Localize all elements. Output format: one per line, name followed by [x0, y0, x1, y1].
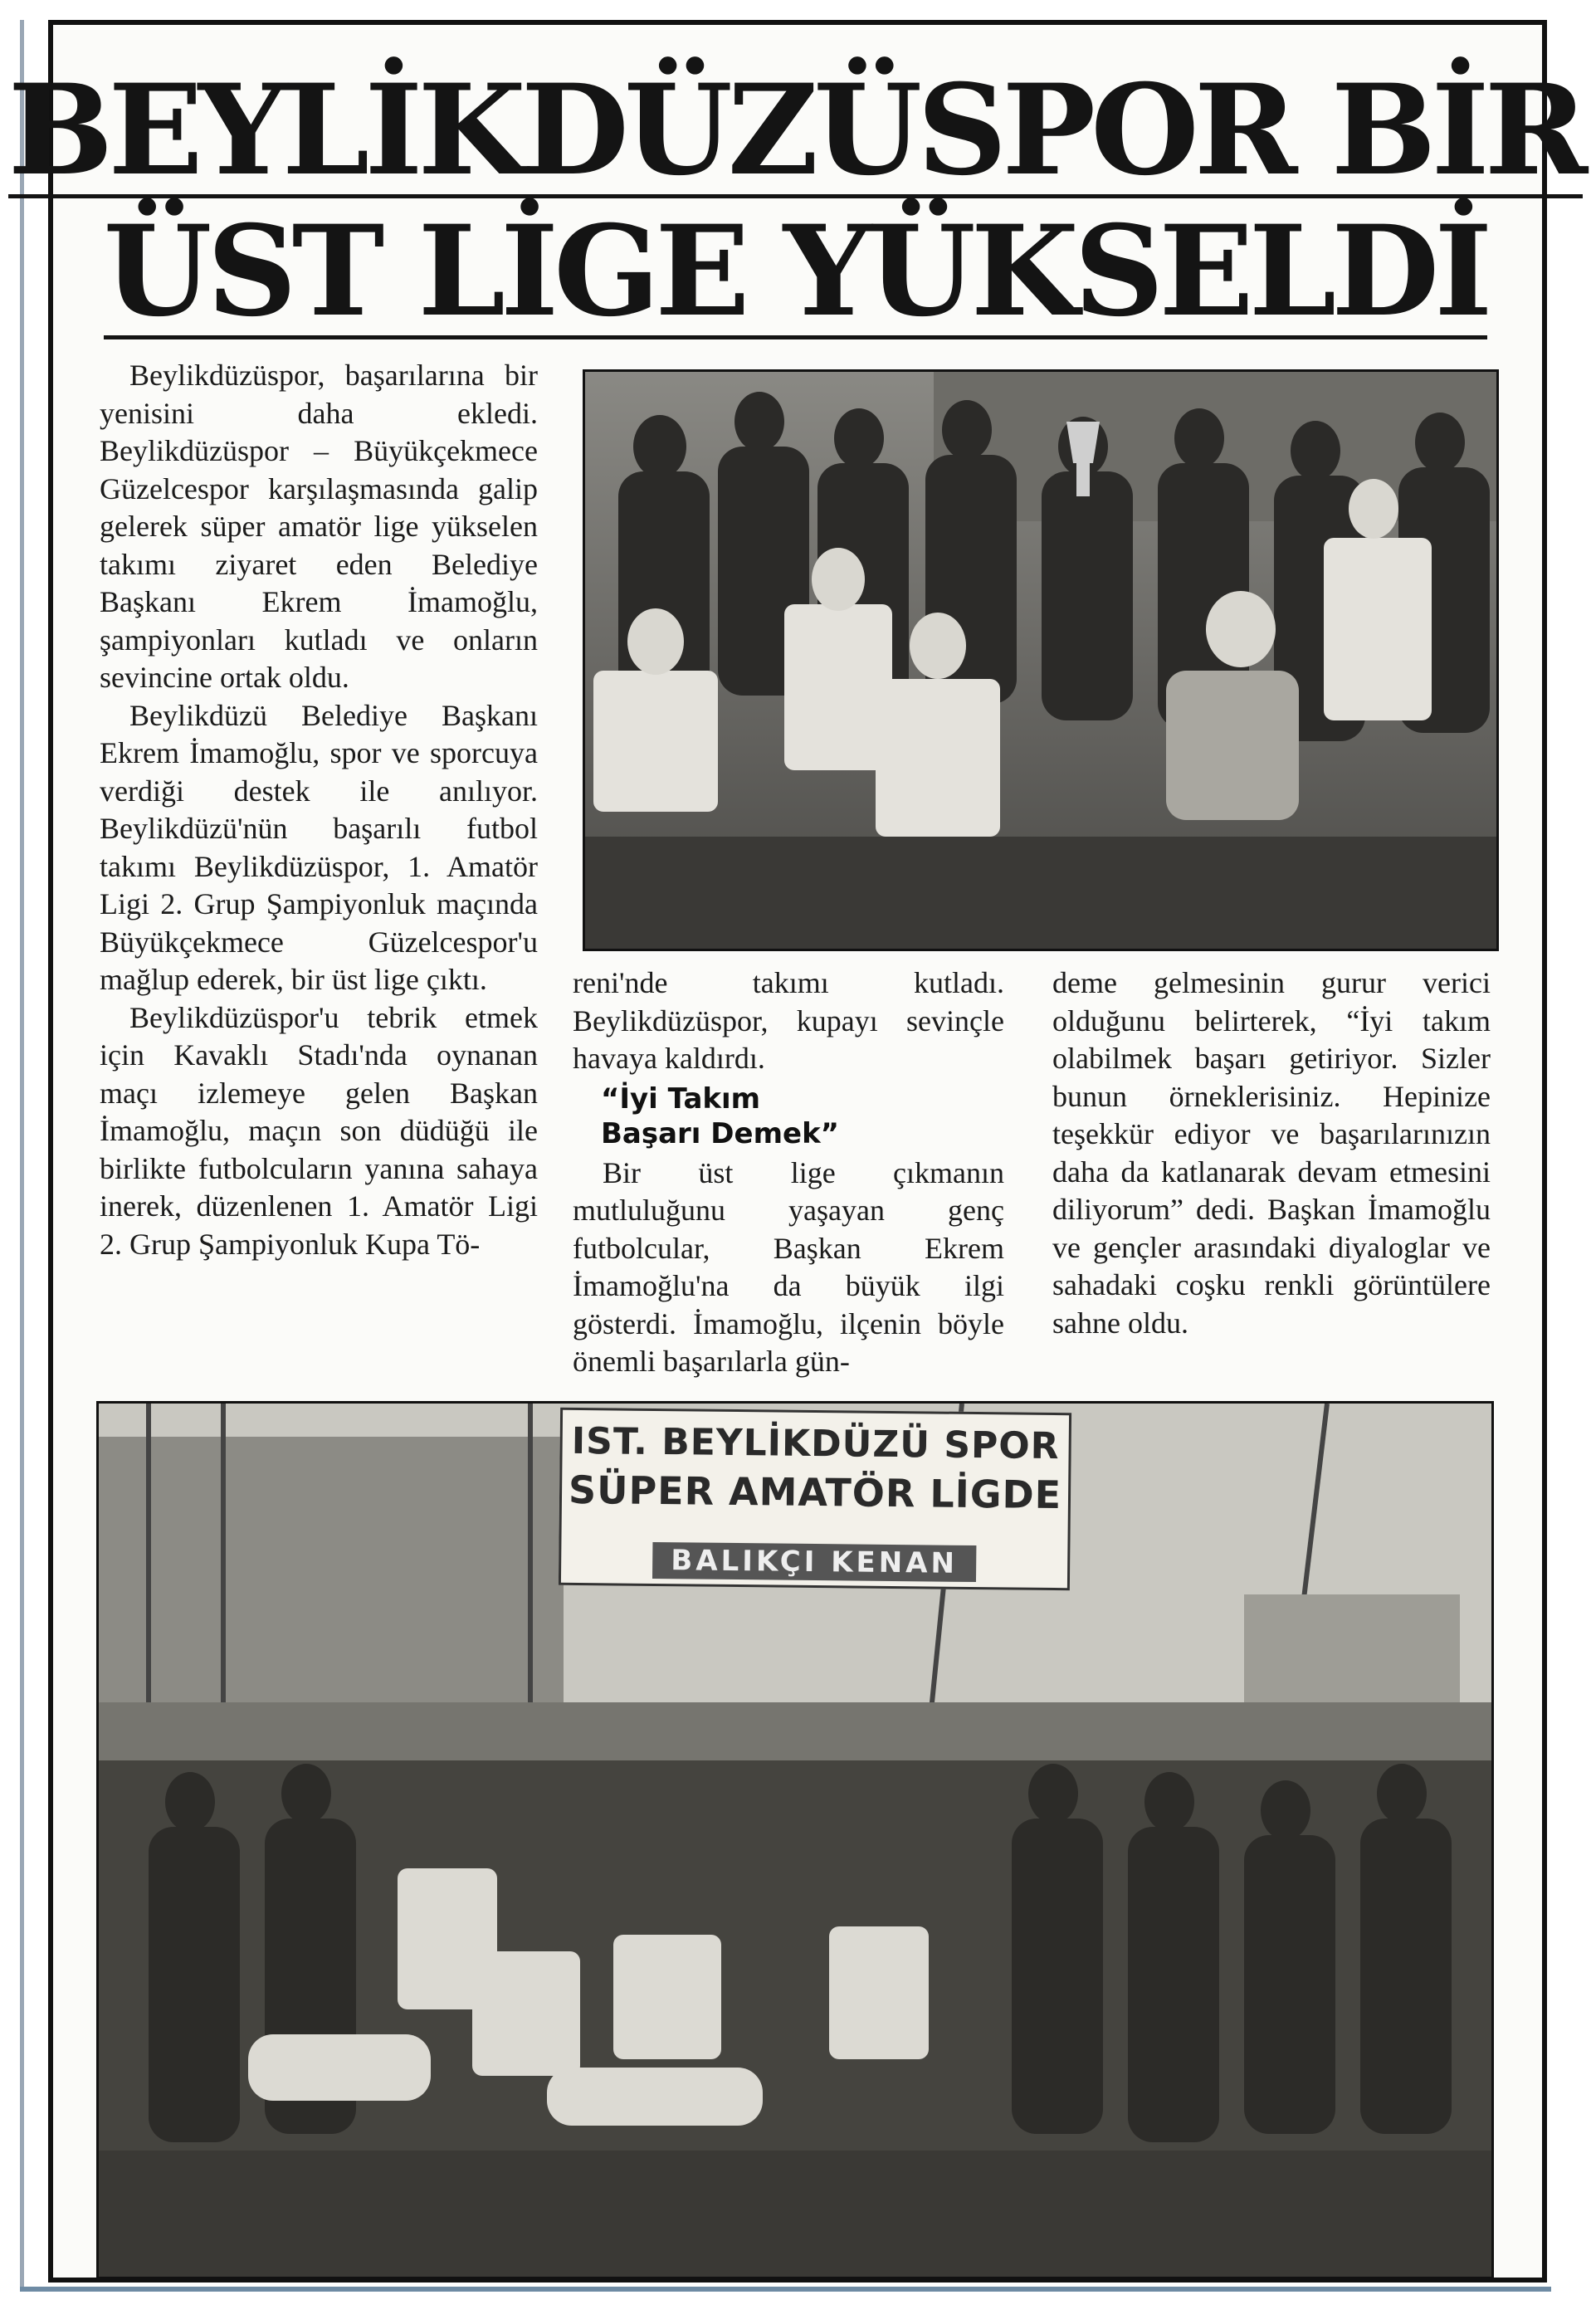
scan-edge-bottom — [20, 2287, 1551, 2292]
subheading — [601, 1081, 1004, 1151]
paragraph: Beylikdüzü Belediye Başkanı Ekrem İmamoğlu, spor ve sporcuya verdiği destek ile anılıyor. Beylikdüzü'nün başarılı futbol takımı Beylikdüzüspor, 1. Amatör Ligi 2. Grup Şampiyonluk maçında Büyükçekmece Güzelcespor'u mağlup ederek, bir üst lige çıktı. — [100, 698, 538, 996]
article-column-3 — [1052, 964, 1491, 1342]
championship-banner — [559, 1408, 1071, 1590]
paragraph: Beylikdüzüspor, başarılarına bir yenisini daha ekledi. Beylikdüzüspor – Büyükçekmece Güzelcespor karşılaşmasında galip gelerek süper amatör lige yükselen takımı ziyaret eden Belediye Başkanı Ekrem İmamoğlu, şampiyonları kutladı ve onların sevincine ortak oldu. — [100, 359, 538, 694]
paragraph: reni'nde takımı kutladı. Beylikdüzüspor, kupayı sevinçle havaya kaldırdı. — [573, 966, 1004, 1075]
paragraph: Beylikdüzüspor'u tebrik etmek için Kavaklı Stadı'nda oynanan maçı izlemeye gelen Başkan İmamoğlu, maçın son düdüğü ile birlikte futbolcuların yanına sahaya inerek, düzenlenen 1. Amatör Ligi 2. Grup Şampiyonluk Kupa Tö- — [100, 1000, 538, 1261]
scan-edge-left — [20, 20, 24, 2290]
team-celebration-photo — [583, 369, 1499, 951]
headline-text-1: BEYLİKDÜZÜSPOR BİR — [7, 57, 1584, 203]
banner-line-2: SÜPER AMATÖR LİGDE — [568, 1467, 1062, 1518]
team-group-photo — [96, 1401, 1494, 2279]
headline-line-2 — [0, 198, 1591, 344]
article-column-1 — [100, 357, 538, 1263]
article-column-2 — [573, 964, 1004, 1381]
subheading-line-2: Başarı Demek” — [601, 1116, 840, 1150]
headline-line-1 — [0, 57, 1591, 203]
paragraph: Bir üst lige çıkmanın mutluluğunu yaşayan genç futbolcular, Başkan Ekrem İmamoğlu'na da büyük ilgi gösterdi. İmamoğlu, ilçenin böyle önemli başarılarla gün- — [573, 1155, 1004, 1378]
headline-text-2: ÜST LİGE YÜKSELDİ — [103, 198, 1488, 344]
paragraph: deme gelmesinin gurur verici olduğunu belirterek, “İyi takım olabilmek başarı getiriyor. Sizler bunun örneklerisiniz. Hepinize teşekkür ediyor ve başarılarınızın daha da katlanarak devam etmesini diliyorum” dedi. Başkan İmamoğlu ve gençler arasındaki diyaloglar ve sahadaki coşku renkli görüntülere sahne oldu. — [1052, 966, 1491, 1340]
photo-illustration — [585, 372, 1496, 949]
banner-line-3: BALIKÇI KENAN — [652, 1542, 976, 1582]
banner-line-1: IST. BEYLİKDÜZÜ SPOR — [571, 1419, 1060, 1468]
subheading-line-1: “İyi Takım — [601, 1081, 761, 1116]
